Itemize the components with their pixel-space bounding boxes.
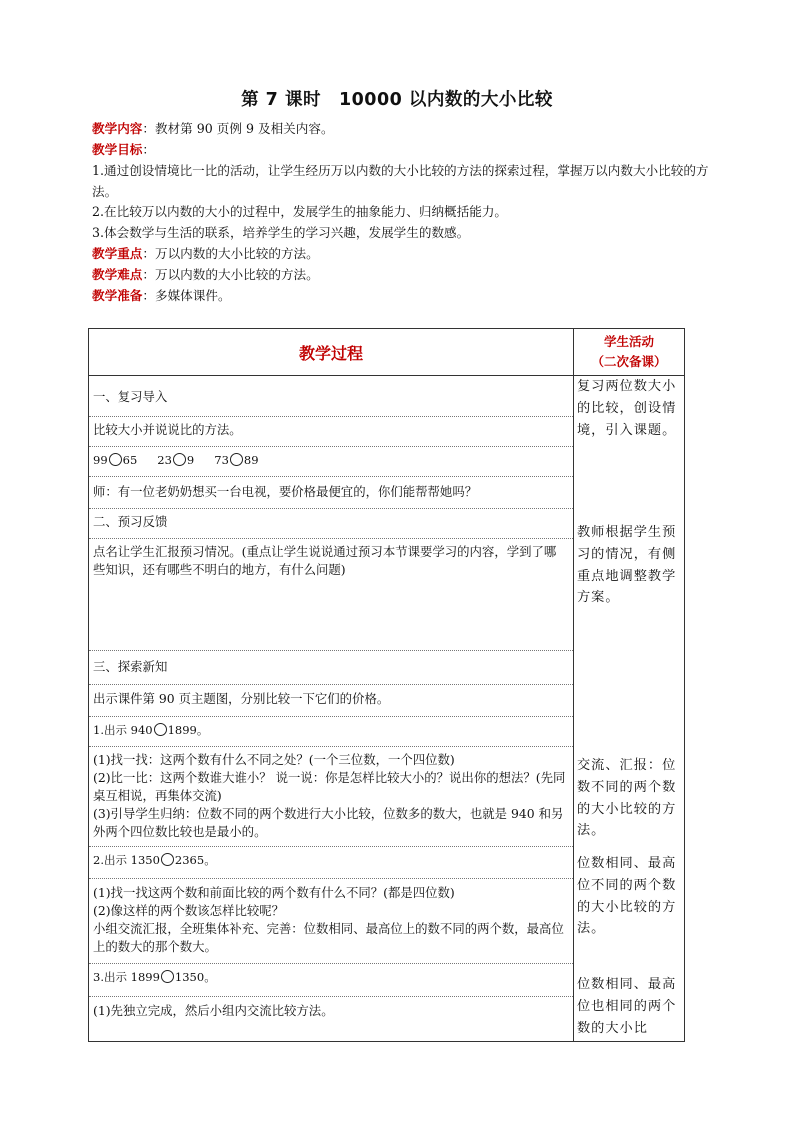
header-activity [574,329,685,376]
circle-icon [154,723,167,736]
activity-4: 位数相同、最高位不同的两个数的大小比较的方法。 [577,856,677,937]
preview-text: 点名让学生汇报预习情况。(重点让学生说说通过预习本节课要学习的内容，学到了哪些知识，还有哪些不明白的地方，有什么问题) [93,544,557,577]
meta-label: 教学目标 [92,142,143,157]
meta-text: 3.体会数学与生活的联系，培养学生的学习兴趣，发展学生的数感。 [92,225,470,240]
section-explore: 三、探索新知 [93,659,168,674]
p2-question-2: (2)像这样的两个数该怎样比较呢？ [93,903,285,918]
meta-text: ：多媒体课件。 [142,288,231,303]
header-activity-1: 学生活动 [603,334,654,349]
meta-text: ：教材第 90 页例 9 及相关内容。 [142,121,334,136]
activity-2: 教师根据学生预习的情况，有侧重点地调整教学方案。 [577,525,677,606]
meta-text: ：万以内数的大小比较的方法。 [142,267,319,282]
meta-label: 教学重点 [92,246,143,261]
p1-question-3: (3)引导学生归纳：位数不同的两个数进行大小比较，位数多的数大，也就是 940 和另外两个四位数比较也是最小的。 [93,806,564,839]
activity-3: 交流、汇报：位数不同的两个数的大小比较的方法。 [577,758,677,839]
problem-3: 3.出示 1899 1350。 [93,970,216,984]
section-review: 一、复习导入 [93,389,168,404]
meta-text: 1.通过创设情境比一比的活动，让学生经历万以内数的大小比较的方法的探索过程，掌握万以内数大小比较的方法。 [92,163,709,199]
meta-line-goals [92,140,722,161]
problem-1: 1.出示 940 1899。 [93,723,209,737]
process-cell [89,376,574,1042]
meta-goal-3 [92,223,722,244]
p2-question-1: (1)找一找这两个数和前面比较的两个数有什么不同？(都是四位数) [93,885,455,900]
circle-icon [230,453,243,466]
meta-goal-1 [92,161,722,202]
meta-line-key [92,244,722,265]
p3-question-1: (1)先独立完成，然后小组内交流比较方法。 [93,1003,334,1018]
review-teacher: 师：有一位老奶奶想买一台电视，要价格最便宜的，你们能帮帮她吗？ [93,484,478,499]
circle-icon [161,853,174,866]
meta-line-prep [92,286,722,307]
explore-text: 出示课件第 90 页主题图，分别比较一下它们的价格。 [93,691,390,706]
circle-icon [109,453,122,466]
section-preview: 二、预习反馈 [93,514,168,529]
meta-text: ： [142,142,155,157]
meta-text: ：万以内数的大小比较的方法。 [142,246,319,261]
circle-icon [161,970,174,983]
p2-question-3: 小组交流汇报，全班集体补充、完善：位数相同、最高位上的数不同的两个数，最高位上的数大的那个数大。 [93,921,564,954]
problem-2: 2.出示 1350 2365。 [93,853,216,867]
p1-question-1: (1)找一找：这两个数有什么不同之处？(一个三位数，一个四位数) [93,752,455,767]
activity-1: 复习两位数大小的比较，创设情境，引入课题。 [577,379,677,438]
compare-row: 99 65 23 9 73 89 [93,453,259,467]
meta-goal-2 [92,202,722,223]
header-activity-2: （二次备课） [591,354,667,369]
review-prompt: 比较大小并说说比的方法。 [93,422,242,437]
activity-5: 位数相同、最高位也相同的两个数的大小比 [577,977,677,1036]
page-title: 第 7 课时 10000 以内数的大小比较 [241,90,553,110]
circle-icon [173,453,186,466]
meta-label: 教学准备 [92,288,143,303]
meta-line-content [92,119,722,140]
meta-text: 2.在比较万以内数的大小的过程中，发展学生的抽象能力、归纳概括能力。 [92,204,508,219]
activity-cell [574,376,685,1042]
meta-line-difficulty [92,265,722,286]
meta-label: 教学难点 [92,267,143,282]
lesson-table [88,328,685,1042]
header-process: 教学过程 [89,329,574,376]
p1-question-2: (2)比一比：这两个数谁大谁小？ 说一说：你是怎样比较大小的？说出你的想法？(先同桌互相说，再集体交流) [93,770,566,803]
meta-label: 教学内容 [92,121,143,136]
